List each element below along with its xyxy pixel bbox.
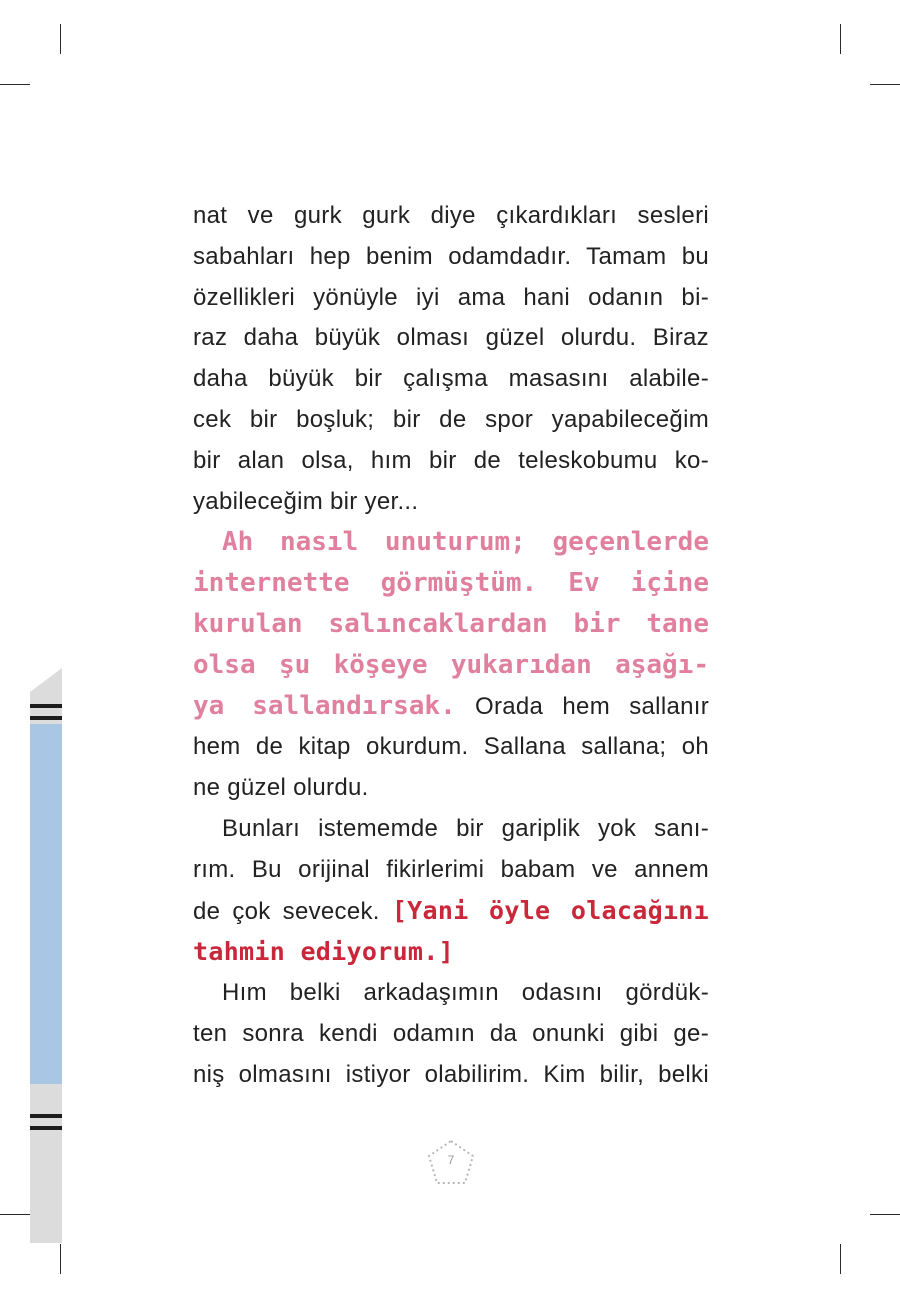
crop-mark — [870, 1214, 900, 1215]
pink-highlight-line: Ah nasıl unuturum; geçenlerde — [222, 527, 709, 558]
pink-highlight-line: kurulan salıncaklardan bir tane — [193, 608, 709, 639]
crop-mark — [0, 1214, 30, 1215]
page-number-label: 7 — [447, 1153, 455, 1167]
text-line: niş olmasını istiyor olabilirim. Kim bilir, belki — [193, 1060, 709, 1088]
edge-decoration — [30, 668, 62, 1243]
text-line: Hım belki arkadaşımın odasını gördük- — [222, 979, 709, 1007]
text-line: raz daha büyük olması güzel olurdu. Biraz — [193, 324, 709, 352]
text-line: özellikleri yönüyle iyi ama hani odanın bi- — [193, 283, 709, 311]
crop-mark — [60, 24, 61, 54]
text-line: sabahları hep benim odamdadır. Tamam bu — [193, 242, 709, 270]
pink-highlight-line: internette görmüştüm. Ev içine — [193, 568, 709, 599]
crop-mark — [60, 1244, 61, 1274]
red-aside: [Yani öyle olacağını — [391, 895, 710, 925]
text-segment: Orada hem sallanır — [455, 692, 710, 720]
text-line: daha büyük bir çalışma masasını alabile- — [193, 365, 709, 393]
paragraph-2 — [193, 522, 709, 809]
paragraph-3 — [193, 809, 709, 973]
crop-mark — [0, 84, 30, 85]
text-line: ne güzel olurdu. — [193, 774, 369, 802]
text-line: yabileceğim bir yer... — [193, 487, 419, 515]
text-line: ten sonra kendi odamın da onunki gibi ge- — [193, 1019, 709, 1047]
text-line — [193, 891, 709, 933]
crop-mark — [840, 24, 841, 54]
text-line: bir alan olsa, hım bir de teleskobumu ko- — [193, 446, 709, 474]
text-line — [193, 686, 709, 728]
text-line: rım. Bu orijinal fikirlerimi babam ve annem — [193, 855, 709, 883]
text-line: Bunları istememde bir gariplik yok sanı- — [222, 814, 709, 842]
text-line: hem de kitap okurdum. Sallana sallana; oh — [193, 733, 709, 761]
text-line: nat ve gurk gurk diye çıkardıkları sesleri — [193, 202, 709, 229]
crop-mark — [870, 84, 900, 85]
paragraph-1 — [193, 196, 709, 522]
pink-highlight-tail: ya sallandırsak. — [193, 690, 456, 721]
red-aside: tahmin ediyorum.] — [193, 937, 454, 967]
page-number — [426, 1138, 476, 1186]
body-text — [193, 196, 709, 1096]
crop-mark — [840, 1244, 841, 1274]
text-line: cek bir boşluk; bir de spor yapabileceğim — [193, 405, 709, 433]
text-segment: de çok sevecek. — [193, 897, 392, 925]
paragraph-4 — [193, 973, 709, 1095]
pink-highlight-line: olsa şu köşeye yukarıdan aşağı- — [193, 649, 709, 680]
